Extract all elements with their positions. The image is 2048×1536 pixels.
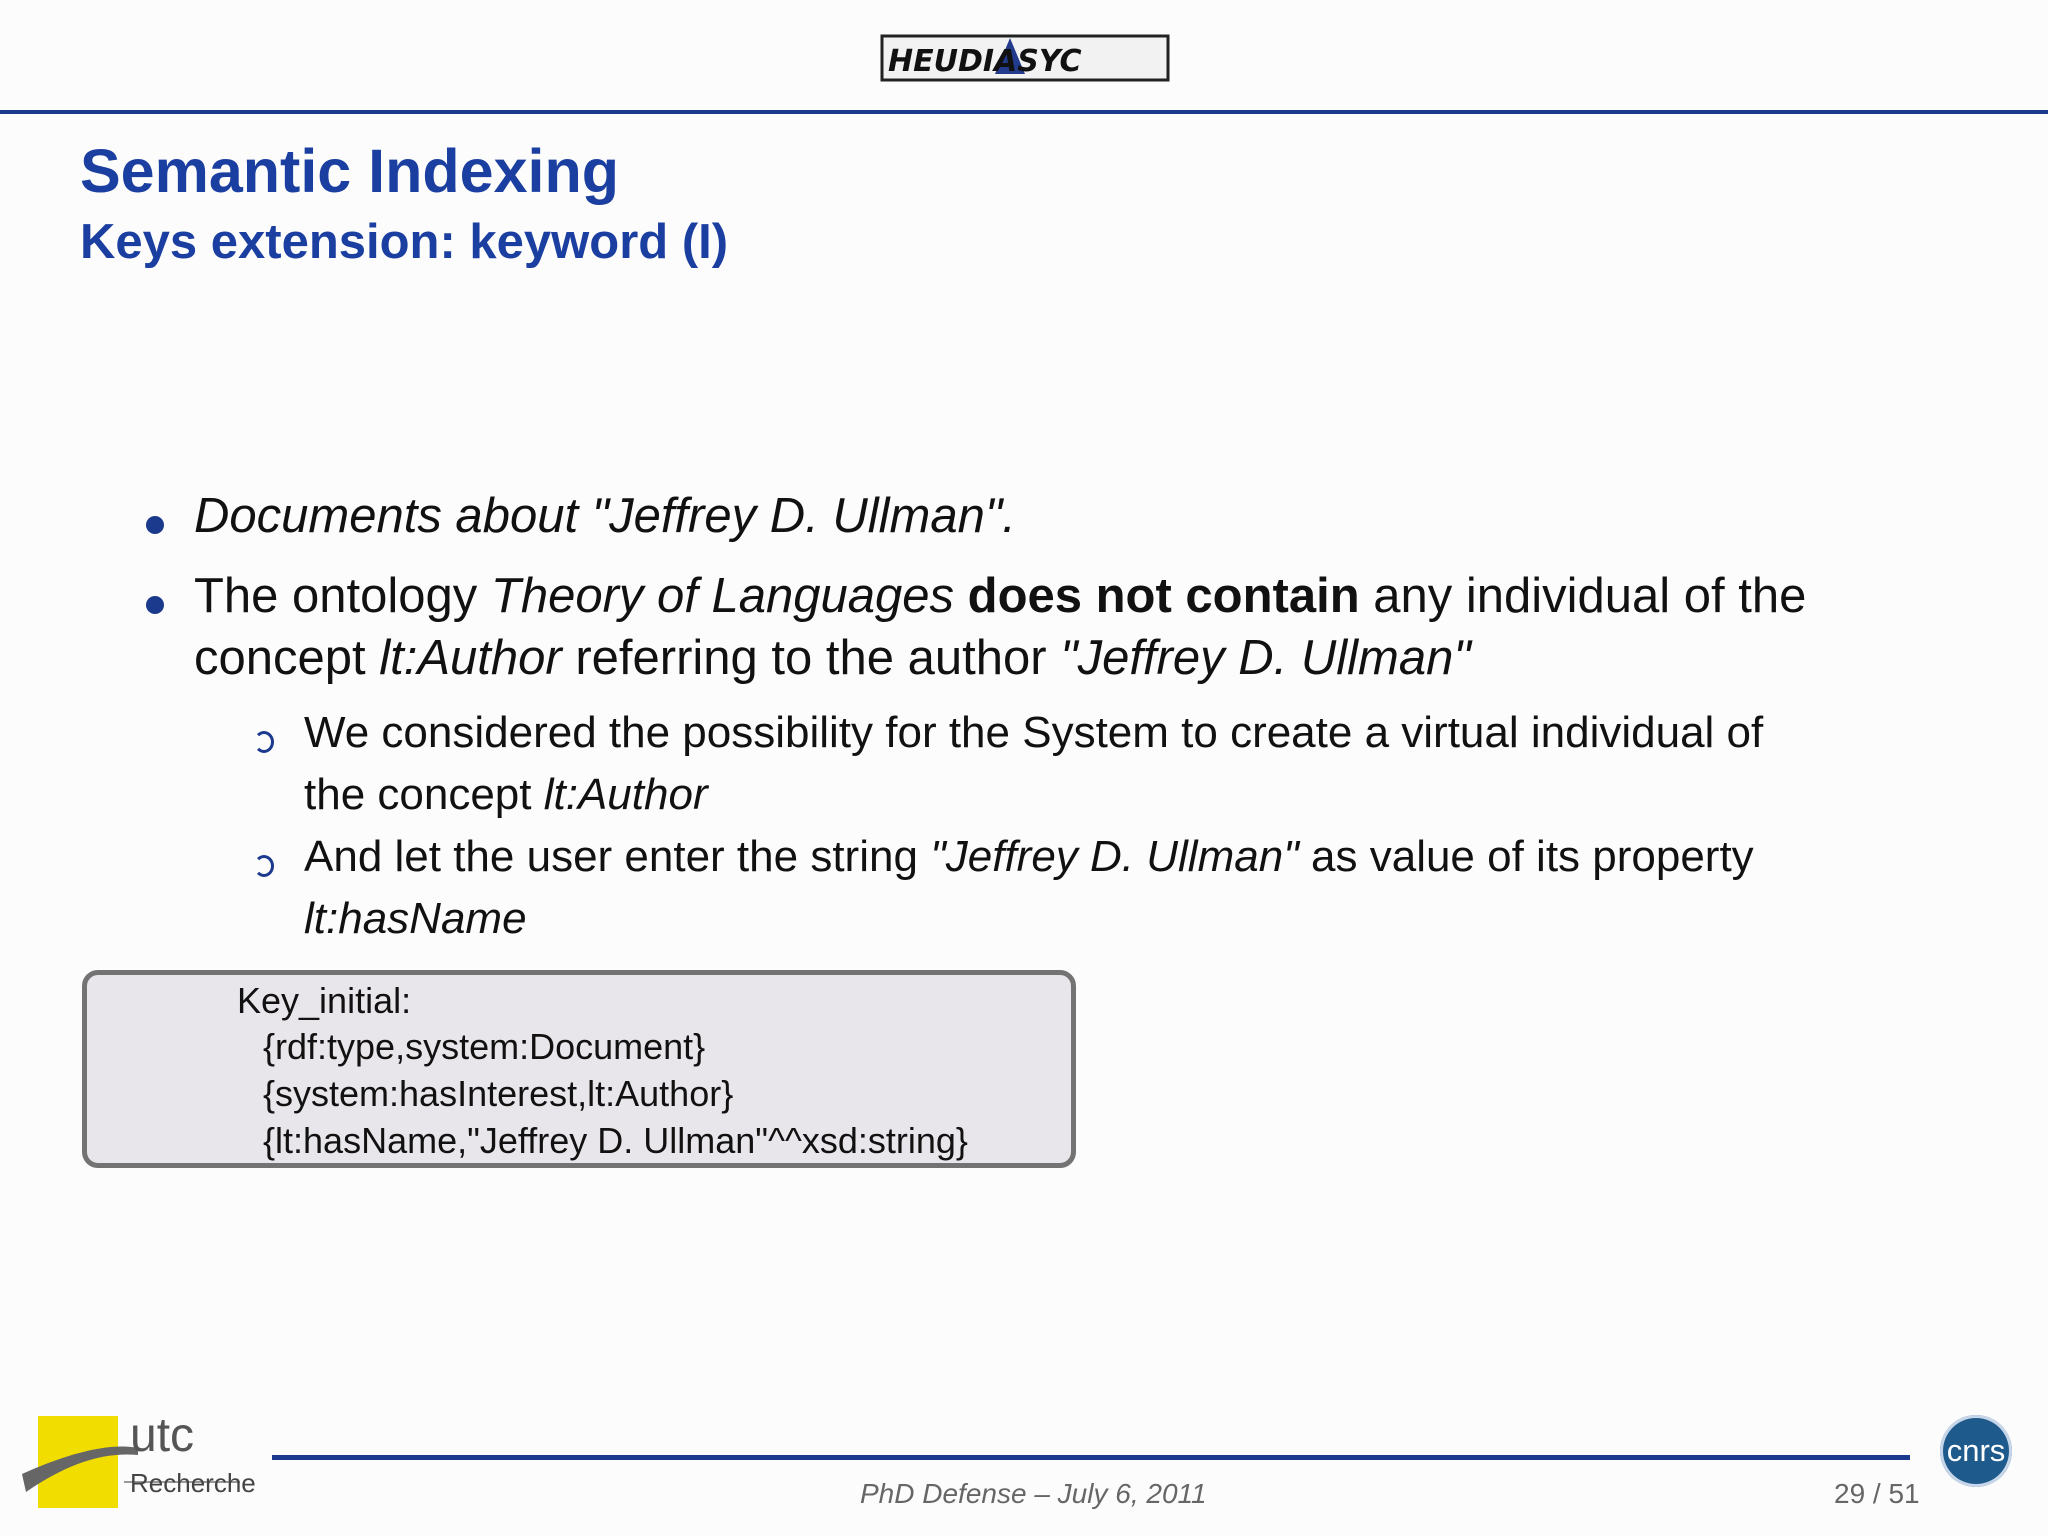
key-initial-box: [82, 970, 1076, 1168]
page-number: 29 / 51: [1834, 1478, 1920, 1509]
key-line-2: {system:hasInterest,lt:Author}: [263, 1073, 734, 1114]
key-line-1: {rdf:type,system:Document}: [263, 1026, 706, 1067]
cnrs-logo: cnrs: [1940, 1415, 2012, 1487]
bullet-1-text: Documents about "Jeffrey D. Ullman".: [194, 489, 1016, 543]
key-initial-title: Key_initial:: [237, 980, 412, 1021]
sub-bullet-ring-icon: [254, 731, 274, 753]
bullet-dot-icon: [146, 516, 164, 534]
sub-bullet-ring-icon: [254, 855, 274, 877]
sub-bullet-1-line-1: We considered the possibility for the System to create a virtual individual of: [304, 708, 1764, 757]
bullet-dot-icon: [146, 596, 164, 614]
top-rule: [0, 110, 2048, 114]
footer-rule: [272, 1455, 1910, 1460]
svg-text:HEUDIASYC: HEUDIASYC: [888, 44, 1082, 79]
recherche-text: Recherche: [130, 1468, 256, 1498]
sub-bullet-1-line-2: the concept lt:Author: [304, 770, 708, 819]
bullet-2-line-1: The ontology Theory of Languages does not contain any individual of the: [194, 569, 1807, 623]
bullet-2-line-2: concept lt:Author referring to the author "Jeffrey D. Ullman": [194, 631, 1471, 685]
footer-center-text: PhD Defense – July 6, 2011: [860, 1478, 1207, 1509]
sub-bullet-2-line-1: And let the user enter the string "Jeffrey D. Ullman" as value of its property: [304, 832, 1754, 881]
sub-bullet-2-line-2: lt:hasName: [304, 894, 527, 943]
heudiasyc-logo: [880, 28, 1170, 88]
key-line-3: {lt:hasName,"Jeffrey D. Ullman"^^xsd:string}: [263, 1120, 968, 1161]
utc-text: utc: [130, 1409, 195, 1462]
slide-title: Semantic Indexing: [80, 137, 619, 205]
slide-subtitle: Keys extension: keyword (I): [80, 215, 729, 269]
